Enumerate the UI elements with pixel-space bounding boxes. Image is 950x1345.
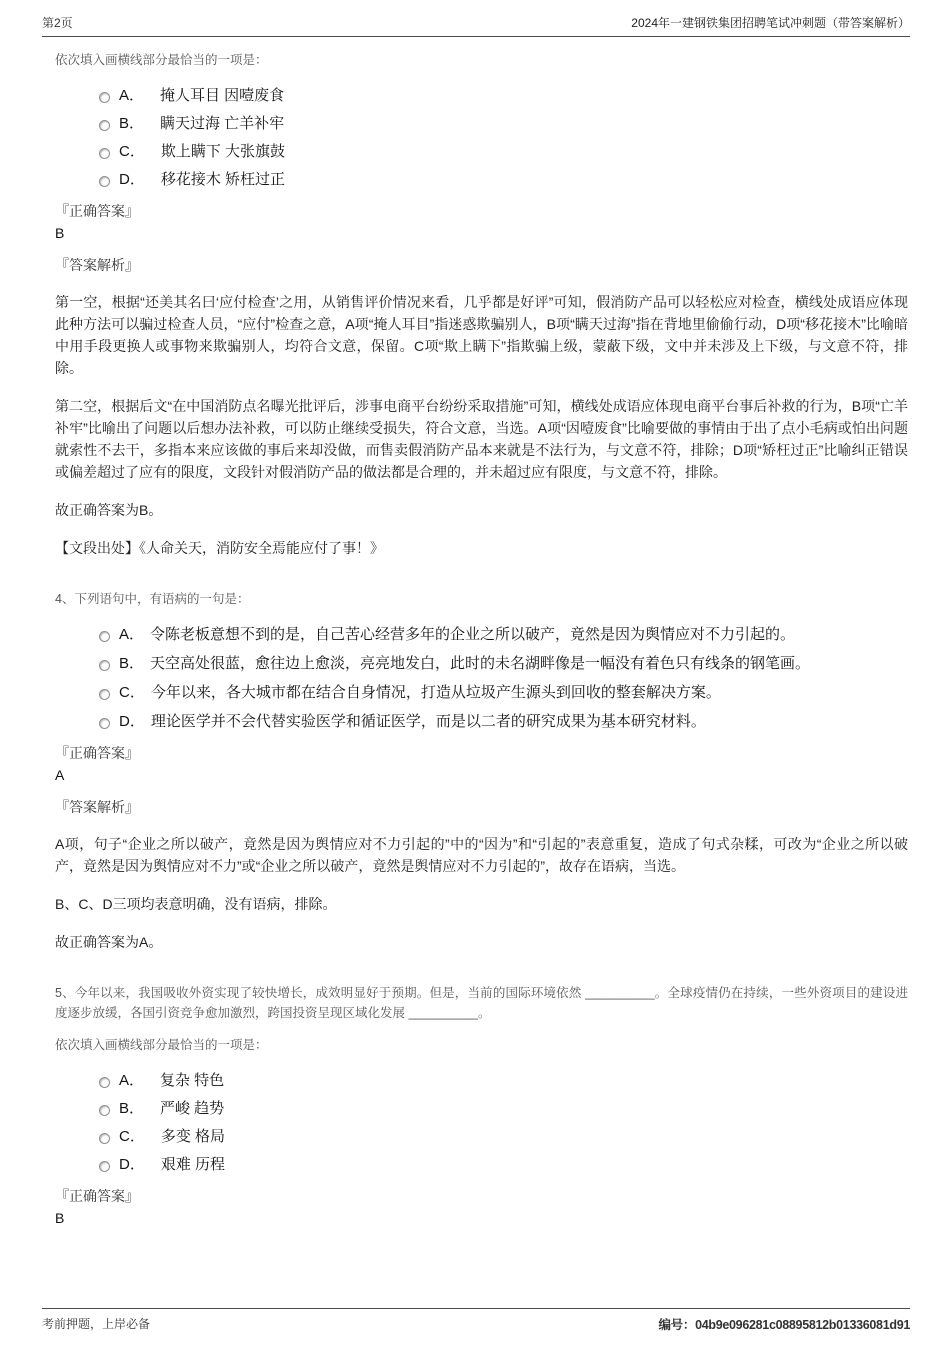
correct-answer-label: 『正确答案』 (55, 203, 139, 219)
correct-answer-value: B (55, 225, 65, 241)
option-text: 今年以来，各大城市都在结合自身情况，打造从垃圾产生源头到回收的整套解决方案。 (150, 684, 721, 701)
option-text: 掩人耳目 因噎废食 (160, 87, 285, 104)
option-letter: C． (119, 1128, 145, 1145)
question-4-block (55, 589, 908, 953)
option-row-c[interactable] (99, 142, 908, 161)
option-row-d[interactable] (99, 1155, 908, 1174)
option-text: 理论医学并不会代替实验医学和循证医学，而是以二者的研究成果为基本研究材料。 (150, 713, 706, 730)
doc-title: 2024年一建钢铁集团招聘笔试冲刺题（带答案解析） (631, 16, 910, 30)
page-number: 第2页 (42, 16, 73, 30)
footer-slogan: 考前押题，上岸必备 (42, 1317, 151, 1331)
option-row-d[interactable] (99, 712, 908, 731)
question-4-options (99, 625, 908, 731)
radio-button-icon[interactable] (99, 660, 110, 671)
option-text: 天空高处很蓝，愈往边上愈淡，亮亮地发白，此时的未名湖畔像是一幅没有着色只有线条的钢笔画。 (150, 655, 811, 672)
option-text: 移花接木 矫枉过正 (160, 171, 286, 188)
question-5-block (55, 983, 908, 1228)
option-row-b[interactable] (99, 114, 908, 133)
option-text: 瞒天过海 亡羊补牢 (160, 115, 285, 132)
question-3-prompt: 依次填入画横线部分最恰当的一项是： (55, 53, 268, 67)
question-5-stem: 5、今年以来，我国吸收外资实现了较快增长，成效明显好于预期。但是，当前的国际环境依然 __________。全球疫情仍在持续，一些外资项目的建设进度逐步放缓，各国引资竞争愈加激烈，跨国投资呈现区域化发展 __________。 (55, 986, 908, 1020)
question-5-options (99, 1071, 908, 1174)
option-letter: D． (119, 1156, 145, 1173)
option-text: 复杂 特色 (160, 1072, 225, 1089)
option-letter: A． (119, 87, 145, 104)
question-5-prompt: 依次填入画横线部分最恰当的一项是： (55, 1038, 268, 1052)
option-row-b[interactable] (99, 654, 908, 673)
question-3-options (99, 86, 908, 189)
option-letter: A． (119, 626, 145, 643)
analysis-paragraph: 第一空，根据“还美其名曰‘应付检查’之用，从销售评价情况来看，几乎都是好评”可知，假消防产品可以轻松应对检查，横线处成语应体现此种方法可以骗过检查人员，“应付”检查之意，A项“掩人耳目”指迷惑欺骗别人，B项“瞒天过海”指在背地里偷偷行动，D项“移花接木”比喻暗中用手段更换人或事物来欺骗别人，均符合文意，保留。C项“欺上瞒下”指欺骗上级，蒙蔽下级，文中并未涉及上下级，与文意不符，排除。 (55, 294, 908, 376)
radio-button-icon[interactable] (99, 176, 110, 187)
page-header (42, 14, 910, 37)
option-letter: C． (119, 143, 145, 160)
option-text: 令陈老板意想不到的是，自己苦心经营多年的企业之所以破产，竟然是因为舆情应对不力引起的。 (150, 626, 796, 643)
radio-button-icon[interactable] (99, 92, 110, 103)
option-text: 多变 格局 (160, 1128, 226, 1145)
radio-button-icon[interactable] (99, 689, 110, 700)
radio-button-icon[interactable] (99, 1105, 110, 1116)
conclusion-text: 故正确答案为B。 (55, 502, 163, 518)
radio-button-icon[interactable] (99, 120, 110, 131)
question-4-stem: 4、下列语句中，有语病的一句是： (55, 592, 250, 606)
option-letter: B． (119, 1100, 145, 1117)
analysis-label: 『答案解析』 (55, 799, 139, 815)
option-text: 艰难 历程 (160, 1156, 226, 1173)
question-3-block (55, 50, 908, 559)
conclusion-text: 故正确答案为A。 (55, 934, 163, 950)
option-row-c[interactable] (99, 683, 908, 702)
option-row-c[interactable] (99, 1127, 908, 1146)
radio-button-icon[interactable] (99, 1161, 110, 1172)
option-letter: C． (119, 684, 145, 701)
radio-button-icon[interactable] (99, 718, 110, 729)
analysis-paragraph: B、C、D三项均表意明确，没有语病，排除。 (55, 896, 337, 912)
option-row-a[interactable] (99, 625, 908, 644)
option-text: 欺上瞒下 大张旗鼓 (160, 143, 286, 160)
analysis-paragraph: 第二空，根据后文“在中国消防点名曝光批评后，涉事电商平台纷纷采取措施”可知，横线处成语应体现电商平台事后补救的行为，B项“亡羊补牢”比喻出了问题以后想办法补救，可以防止继续受损失，符合文意，当选。A项“因噎废食”比喻要做的事情由于出了点小毛病或怕出问题就索性不去干，多指本来应该做的事后来却没做，而售卖假消防产品本来就是不法行为，与文意不符，排除；D项“矫枉过正”比喻纠正错误或偏差超过了应有的限度，文段针对假消防产品的做法都是合理的，并未超过应有限度，与文意不符，排除。 (55, 398, 908, 480)
page-body (55, 50, 908, 1258)
option-letter: A． (119, 1072, 145, 1089)
option-letter: B． (119, 655, 145, 672)
document-serial-number: 编号：04b9e096281c08895812b01336081d91 (658, 1318, 910, 1332)
option-row-a[interactable] (99, 1071, 908, 1090)
correct-answer-label: 『正确答案』 (55, 1188, 139, 1204)
correct-answer-label: 『正确答案』 (55, 745, 139, 761)
option-row-d[interactable] (99, 170, 908, 189)
correct-answer-value: B (55, 1210, 65, 1226)
page-footer (42, 1308, 910, 1333)
analysis-paragraph: A项，句子“企业之所以破产，竟然是因为舆情应对不力引起的”中的“因为”和“引起的”表意重复，造成了句式杂糅，可改为“企业之所以破产，竟然是因为舆情应对不力”或“企业之所以破产，竟然是舆情应对不力引起的”，故存在语病，当选。 (55, 836, 908, 874)
option-row-a[interactable] (99, 86, 908, 105)
option-letter: D． (119, 713, 145, 730)
option-row-b[interactable] (99, 1099, 908, 1118)
option-letter: B． (119, 115, 145, 132)
source-reference: 【文段出处】《人命关天，消防安全焉能应付了事！》 (55, 540, 384, 556)
radio-button-icon[interactable] (99, 1077, 110, 1088)
radio-button-icon[interactable] (99, 631, 110, 642)
radio-button-icon[interactable] (99, 1133, 110, 1144)
correct-answer-value: A (55, 767, 65, 783)
option-letter: D． (119, 171, 145, 188)
option-text: 严峻 趋势 (160, 1100, 225, 1117)
analysis-label: 『答案解析』 (55, 257, 139, 273)
radio-button-icon[interactable] (99, 148, 110, 159)
